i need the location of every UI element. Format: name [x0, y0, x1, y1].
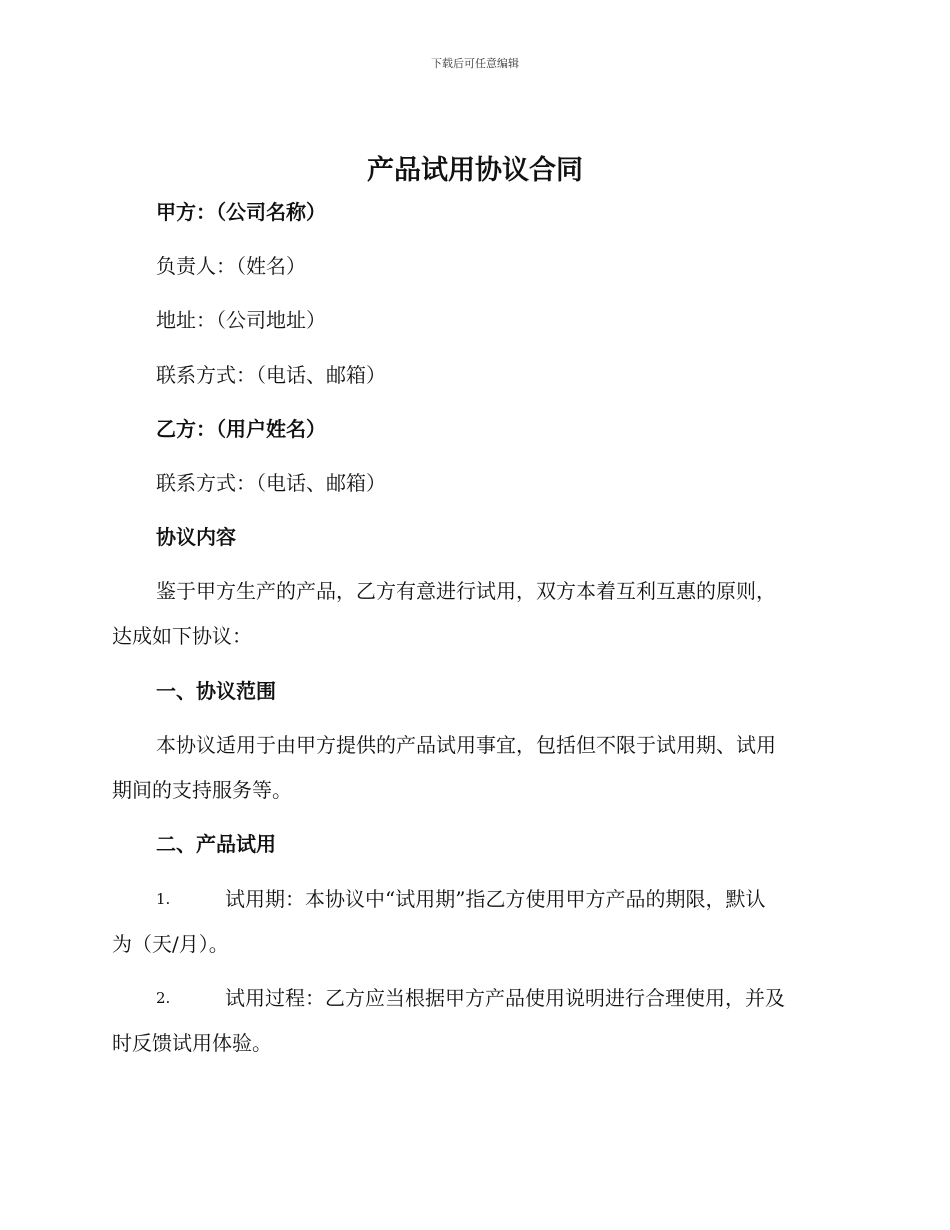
party-a-address: 地址：（公司地址） [156, 308, 326, 332]
agreement-intro-line1: 鉴于甲方生产的产品，乙方有意进行试用，双方本着互利互惠的原则， [156, 579, 776, 603]
page-title: 产品试用协议合同 [367, 155, 583, 186]
party-a-contact: 联系方式：（电话、邮箱） [156, 363, 386, 387]
agreement-intro-line2: 达成如下协议： [112, 624, 252, 648]
party-a-label: 甲方：（公司名称） [156, 200, 326, 224]
section2-heading: 二、产品试用 [156, 832, 276, 856]
header-note: 下载后可任意编辑 [431, 57, 519, 70]
party-a-responsible: 负责人：（姓名） [156, 254, 306, 278]
list-item-line1: 试用过程：乙方应当根据甲方产品使用说明进行合理使用，并及 [225, 986, 785, 1010]
agreement-heading: 协议内容 [156, 525, 236, 549]
section1-line2: 期间的支持服务等。 [112, 778, 292, 802]
section1-heading: 一、协议范围 [156, 679, 276, 703]
list-item-line2: 时反馈试用体验。 [112, 1031, 272, 1055]
list-item-number: 2. [156, 989, 171, 1007]
list-item-line1: 试用期：本协议中“试用期”指乙方使用甲方产品的期限，默认 [225, 887, 766, 911]
party-b-label: 乙方：（用户姓名） [156, 417, 326, 441]
section1-line1: 本协议适用于由甲方提供的产品试用事宜，包括但不限于试用期、试用 [156, 733, 776, 757]
list-item-line2: 为（天/月）。 [112, 932, 229, 956]
list-item-number: 1. [156, 890, 171, 908]
party-b-contact: 联系方式：（电话、邮箱） [156, 471, 386, 495]
